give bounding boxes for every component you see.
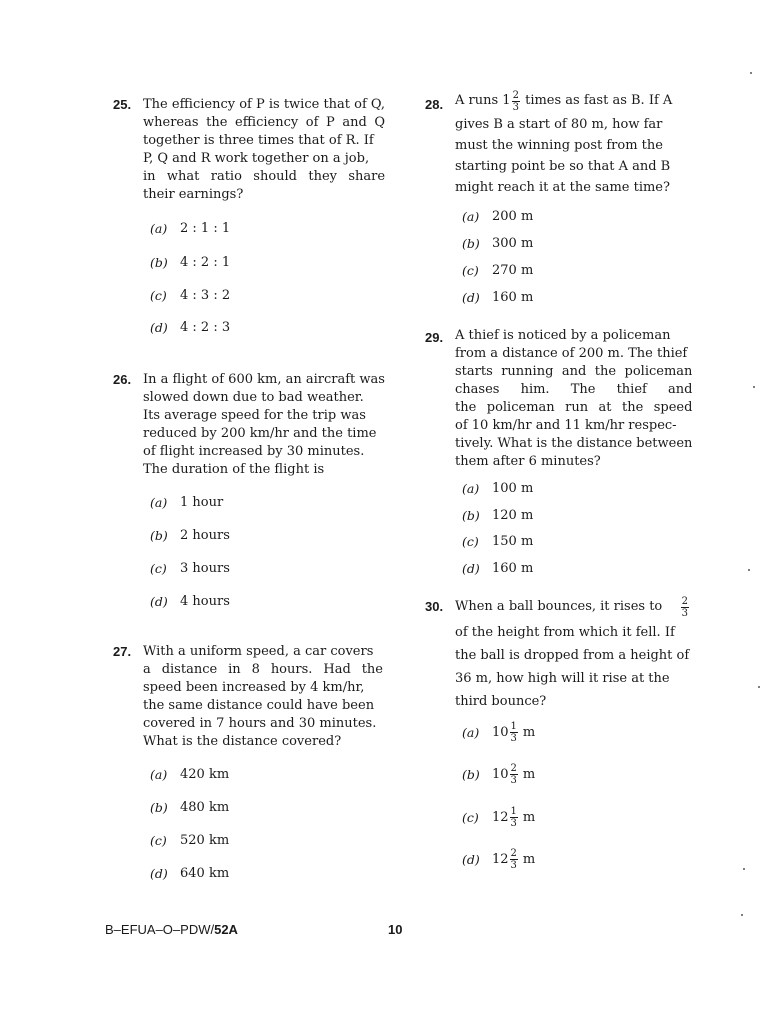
scan-speck <box>741 914 743 916</box>
option-label: (a) <box>462 209 480 224</box>
option-label: (d) <box>150 320 168 335</box>
option-label: (d) <box>150 594 168 609</box>
question-text <box>143 643 383 751</box>
question-line: A thief is noticed by a policeman <box>455 328 671 343</box>
booklet-code-suffix: 52A <box>214 922 238 937</box>
question-number: 29. <box>425 330 444 345</box>
question-line: tively. What is the distance between <box>455 436 693 451</box>
question-line: reduced by 200 km/hr and the time <box>143 426 377 441</box>
option-label: (c) <box>462 809 479 825</box>
fraction-numerator: 1 <box>510 806 517 817</box>
mixed-fraction <box>492 763 535 786</box>
fraction-numerator: 2 <box>681 595 688 607</box>
fraction-whole: 12 <box>492 851 509 867</box>
question-line: Its average speed for the trip was <box>143 408 366 423</box>
option-27d[interactable] <box>150 865 229 883</box>
fraction <box>510 848 518 871</box>
option-text: 270 m <box>492 263 534 278</box>
fraction <box>510 806 518 829</box>
question-27 <box>113 643 383 751</box>
option-26c[interactable] <box>150 560 230 578</box>
question-line: of the height from which it fell. If <box>455 625 675 640</box>
question-line: The duration of the flight is <box>143 462 325 477</box>
question-line: must the winning post from the <box>455 138 663 153</box>
option-28b[interactable] <box>462 235 533 253</box>
fraction <box>510 721 518 744</box>
option-29d[interactable] <box>462 560 533 578</box>
option-25c[interactable] <box>150 287 230 305</box>
question-line: in what ratio should they share <box>143 169 386 184</box>
option-text: 520 km <box>180 833 230 848</box>
option-30b[interactable] <box>462 763 535 786</box>
question-line-start: When a ball bounces, it rises to <box>455 599 663 614</box>
question-line: third bounce? <box>455 694 547 709</box>
fraction-whole: 1 <box>502 93 511 108</box>
mixed-fraction <box>492 721 535 744</box>
page-number: 10 <box>388 922 403 937</box>
question-number: 30. <box>425 599 444 614</box>
question-text <box>143 371 385 479</box>
scan-speck <box>750 72 752 74</box>
option-text: 4 : 2 : 1 <box>180 255 231 270</box>
question-number: 26. <box>113 372 132 387</box>
question-line: from a distance of 200 m. The thief <box>455 346 688 361</box>
option-text: 160 m <box>492 561 534 576</box>
option-label: (d) <box>462 851 480 867</box>
option-text: 200 m <box>492 209 534 224</box>
fraction-numerator: 2 <box>512 89 519 101</box>
question-26 <box>113 371 383 479</box>
fraction-denominator: 3 <box>510 818 517 829</box>
option-25d[interactable] <box>150 319 230 337</box>
option-label: (b) <box>150 800 168 815</box>
question-line: whereas the efficiency of P and Q <box>143 115 386 130</box>
question-line: With a uniform speed, a car covers <box>143 644 374 659</box>
question-line: starting point be so that A and B <box>455 159 671 174</box>
option-unit: m <box>522 766 536 782</box>
fraction-numerator: 2 <box>510 763 517 774</box>
question-text <box>455 593 690 713</box>
question-line: a distance in 8 hours. Had the <box>143 662 383 677</box>
option-text: 100 m <box>492 481 534 496</box>
option-label: (b) <box>462 766 480 782</box>
fraction-denominator: 3 <box>510 733 517 744</box>
mixed-fraction <box>502 88 521 114</box>
question-30 <box>425 593 690 713</box>
option-27a[interactable] <box>150 766 229 784</box>
question-number: 25. <box>113 97 132 112</box>
question-line: In a flight of 600 km, an aircraft was <box>143 372 385 387</box>
question-line <box>455 88 690 114</box>
option-label: (c) <box>150 561 167 576</box>
option-label: (b) <box>462 236 480 251</box>
question-number: 27. <box>113 644 132 659</box>
option-label: (a) <box>462 724 480 740</box>
question-line-start: A runs <box>455 93 499 108</box>
question-line: their earnings? <box>143 187 244 202</box>
option-label: (d) <box>150 866 168 881</box>
question-line: of flight increased by 30 minutes. <box>143 444 365 459</box>
option-label: (a) <box>150 767 168 782</box>
option-25a[interactable] <box>150 220 230 238</box>
fraction <box>512 90 520 113</box>
option-label: (c) <box>462 263 479 278</box>
question-line: them after 6 minutes? <box>455 454 601 469</box>
question-line: P, Q and R work together on a job, <box>143 151 370 166</box>
fraction-numerator: 2 <box>510 848 517 859</box>
option-27b[interactable] <box>150 799 229 817</box>
fraction-numerator: 1 <box>510 721 517 732</box>
question-line: speed been increased by 4 km/hr, <box>143 680 365 695</box>
question-line: 36 m, how high will it rise at the <box>455 671 670 686</box>
fraction <box>510 763 518 786</box>
question-28 <box>425 88 690 198</box>
question-number: 28. <box>425 97 444 112</box>
option-text: 150 m <box>492 534 534 549</box>
option-label: (a) <box>150 221 168 236</box>
option-unit: m <box>522 851 536 867</box>
option-label: (c) <box>150 288 167 303</box>
option-unit: m <box>522 724 536 740</box>
option-label: (d) <box>462 561 480 576</box>
option-text: 300 m <box>492 236 534 251</box>
question-line: might reach it at the same time? <box>455 180 670 195</box>
question-line: the policeman run at the speed <box>455 400 693 415</box>
option-29b[interactable] <box>462 507 533 525</box>
option-25b[interactable] <box>150 254 230 272</box>
option-27c[interactable] <box>150 832 229 850</box>
fraction <box>681 596 689 619</box>
option-text: 3 hours <box>180 561 230 576</box>
fraction-denominator: 3 <box>681 607 688 619</box>
question-text <box>455 327 692 471</box>
question-line: the ball is dropped from a height of <box>455 648 690 663</box>
question-line: the same distance could have been <box>143 698 375 713</box>
option-29c[interactable] <box>462 533 533 551</box>
option-label: (b) <box>462 508 480 523</box>
question-line: slowed down due to bad weather. <box>143 390 364 405</box>
option-unit: m <box>522 809 536 825</box>
option-text: 120 m <box>492 508 534 523</box>
fraction-whole: 12 <box>492 809 509 825</box>
fraction-denominator: 3 <box>512 101 519 113</box>
option-30c[interactable] <box>462 806 535 829</box>
mixed-fraction <box>492 848 535 871</box>
option-text: 1 hour <box>180 495 224 510</box>
option-26b[interactable] <box>150 527 230 545</box>
option-text: 480 km <box>180 800 230 815</box>
option-text: 2 : 1 : 1 <box>180 221 231 236</box>
option-26d[interactable] <box>150 593 230 611</box>
question-line: together is three times that of R. If <box>143 133 374 148</box>
scan-speck <box>743 868 745 870</box>
fraction-whole: 10 <box>492 766 509 782</box>
question-29 <box>425 327 693 471</box>
option-text: 640 km <box>180 866 230 881</box>
question-line: chases him. The thief and <box>455 382 693 397</box>
option-label: (b) <box>150 528 168 543</box>
option-label: (c) <box>462 534 479 549</box>
question-line: gives B a start of 80 m, how far <box>455 117 663 132</box>
option-label: (a) <box>462 481 480 496</box>
option-label: (b) <box>150 255 168 270</box>
option-label: (a) <box>150 495 168 510</box>
option-text: 420 km <box>180 767 230 782</box>
booklet-code-prefix: B–EFUA–O–PDW/ <box>105 922 215 937</box>
option-text: 2 hours <box>180 528 230 543</box>
question-line: of 10 km/hr and 11 km/hr respec- <box>455 418 677 433</box>
option-28d[interactable] <box>462 289 533 307</box>
option-30a[interactable] <box>462 721 535 744</box>
question-line-end: times as fast as B. If A <box>525 93 673 108</box>
question-line: The efficiency of P is twice that of Q, <box>143 97 386 112</box>
question-line <box>455 593 690 621</box>
option-text: 160 m <box>492 290 534 305</box>
option-text: 4 : 2 : 3 <box>180 320 231 335</box>
option-28a[interactable] <box>462 208 533 226</box>
option-29a[interactable] <box>462 480 533 498</box>
question-line: covered in 7 hours and 30 minutes. <box>143 716 377 731</box>
question-line: starts running and the policeman <box>455 364 693 379</box>
fraction-whole: 10 <box>492 724 509 740</box>
option-30d[interactable] <box>462 848 535 871</box>
scan-speck <box>758 686 760 688</box>
option-label: (d) <box>462 290 480 305</box>
option-text: 4 hours <box>180 594 230 609</box>
fraction-denominator: 3 <box>510 860 517 871</box>
scan-speck <box>748 569 750 571</box>
question-line: What is the distance covered? <box>143 734 342 749</box>
question-text <box>143 96 385 204</box>
option-26a[interactable] <box>150 494 223 512</box>
fraction-denominator: 3 <box>510 775 517 786</box>
option-label: (c) <box>150 833 167 848</box>
option-28c[interactable] <box>462 262 533 280</box>
question-25 <box>113 96 386 204</box>
scan-speck <box>753 386 755 388</box>
booklet-code <box>105 921 238 939</box>
question-text <box>455 88 690 198</box>
mixed-fraction <box>492 806 535 829</box>
option-text: 4 : 3 : 2 <box>180 288 231 303</box>
